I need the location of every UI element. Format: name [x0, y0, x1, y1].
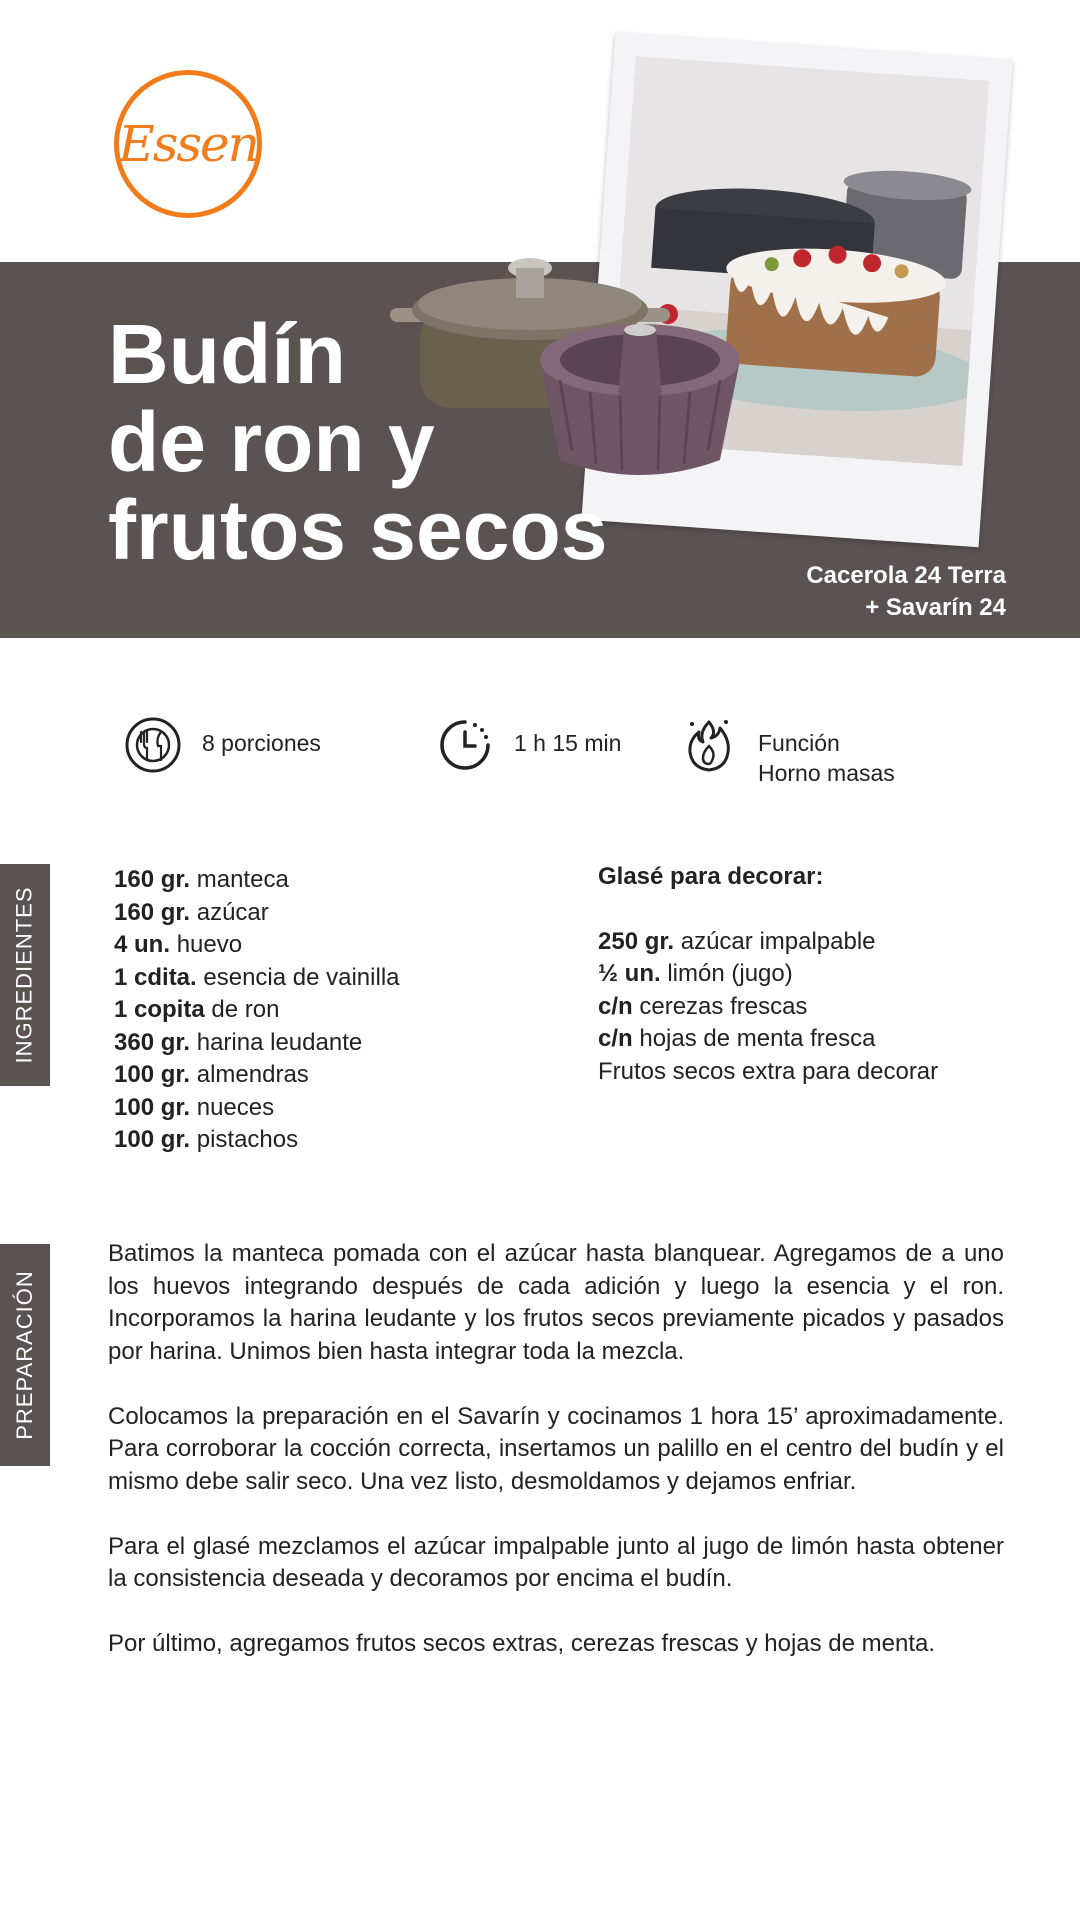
list-item: 1 cdita. esencia de vainilla — [114, 963, 400, 991]
title-line-3: frutos secos — [108, 483, 608, 577]
info-function — [680, 716, 895, 788]
ingredients-tab-label: INGREDIENTES — [12, 886, 37, 1064]
list-item: c/n hojas de menta fresca — [598, 1025, 876, 1052]
ingredients-list — [114, 864, 594, 1157]
preparation-tab — [0, 1244, 50, 1466]
glase-list — [598, 861, 1038, 1088]
list-item: 100 gr. nueces — [114, 1093, 275, 1121]
function-line-2: Horno masas — [758, 760, 895, 786]
logo-text: Essen — [118, 115, 258, 173]
title-line-1: Budín — [108, 307, 346, 401]
cutlery-plate-icon — [124, 716, 182, 774]
list-item: 360 gr. harina leudante — [114, 1028, 363, 1056]
list-item: 160 gr. azúcar — [114, 898, 269, 926]
list-item: 250 gr. azúcar impalpable — [598, 927, 876, 955]
product-line-2: + Savarín 24 — [865, 594, 1006, 621]
title-line-2: de ron y — [108, 395, 435, 489]
preparation-paragraph: Batimos la manteca pomada con el azúcar hasta blanquear. Agregamos de a uno los huevos integrando después de cada adición y luego la esencia y el ron. Incorporamos la harina leudante y los frutos secos previamente picados y pasados por harina. Unimos bien hasta integrar toda la mezcla. — [108, 1240, 1004, 1365]
flame-icon — [680, 716, 738, 774]
info-time — [436, 716, 621, 774]
preparation-paragraph: Colocamos la preparación en el Savarín y cocinamos 1 hora 15’ aproximadamente. Para corroborar la cocción correcta, insertamos un palillo en el centro del budín y el mismo debe salir seco. Una vez listo, desmoldamos y dejamos enfriar. — [108, 1402, 1004, 1495]
list-item: 160 gr. manteca — [114, 866, 289, 893]
list-item: 100 gr. pistachos — [114, 1126, 299, 1153]
preparation-text — [108, 1238, 1004, 1693]
function-line-1: Función — [758, 730, 840, 756]
preparation-paragraph: Para el glasé mezclamos el azúcar impalpable junto al jugo de limón hasta obtener la consistencia deseada y decoramos por encima el budín. — [108, 1532, 1004, 1592]
info-portions — [124, 716, 321, 774]
preparation-paragraph: Por último, agregamos frutos secos extras, cerezas frescas y hojas de menta. — [108, 1630, 936, 1657]
list-item: 4 un. huevo — [114, 931, 243, 958]
product-name — [666, 560, 1006, 624]
product-line-1: Cacerola 24 Terra — [806, 562, 1006, 589]
glase-title: Glasé para decorar: — [598, 863, 824, 890]
list-item: ½ un. limón (jugo) — [598, 960, 793, 987]
ingredients-tab — [0, 864, 50, 1086]
preparation-tab-label: PREPARACIÓN — [12, 1270, 38, 1440]
list-item: Frutos secos extra para decorar — [598, 1057, 939, 1085]
portions-text: 8 porciones — [202, 730, 321, 756]
list-item: 1 copita de ron — [114, 996, 280, 1023]
savarin-mold-image — [520, 300, 760, 490]
clock-icon — [436, 716, 494, 774]
list-item: c/n cerezas frescas — [598, 992, 808, 1020]
list-item: 100 gr. almendras — [114, 1061, 309, 1088]
essen-logo — [114, 70, 262, 218]
time-text: 1 h 15 min — [514, 730, 622, 756]
